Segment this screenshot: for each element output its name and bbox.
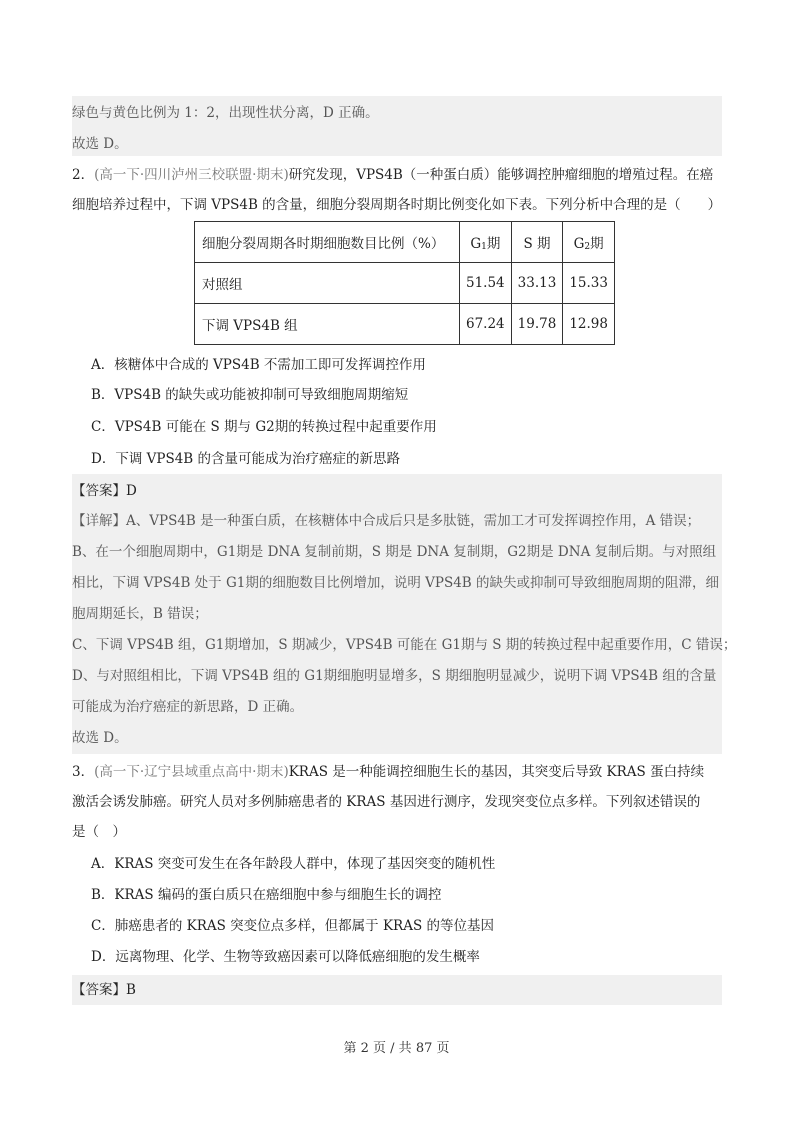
q3-option-a: A．KRAS 突变可发生在各年龄段人群中，体现了基因突变的随机性 [91,856,496,872]
analysis-line: 绿色与黄色比例为 1：2，出现性状分离，D 正确。 [72,105,379,121]
table-cell: 51.54 [460,263,512,304]
q2-stem-text: 研究发现，VPS4B（一种蛋白质）能够调控肿瘤细胞的增殖过程。在癌 [288,167,714,183]
table-header-cell: $G_2$期 [563,222,615,263]
q2-answer: 【答案】D [72,483,137,499]
table-header-row [195,222,615,263]
q2-analysis-line: 胞周期延长，B 错误； [72,606,208,622]
q2-analysis-line: 可能成为治疗癌症的新思路，D 正确。 [72,699,304,715]
cell-cycle-table [194,221,615,345]
q3-stem-text: KRAS 是一种能调控细胞生长的基因，其突变后导致 KRAS 蛋白持续 [288,764,705,780]
table-header-cell: S 期 [511,222,563,263]
q2-stem-line1 [72,165,722,185]
table-header-cell: $G_1$期 [460,222,512,263]
table-header-cell: 细胞分裂周期各时期细胞数目比例（%） [195,222,460,263]
q3-option-c: C．肺癌患者的 KRAS 突变位点多样，但都属于 KRAS 的等位基因 [91,918,494,934]
table-row [195,263,615,304]
q2-source: (高一下·四川泸州三校联盟·期末) [94,167,289,183]
q2-option-a: A．核糖体中合成的 VPS4B 不需加工即可发挥调控作用 [91,357,426,373]
q2-number: 2． [72,167,95,183]
table-cell: 19.78 [511,304,563,345]
q2-stem-line2: 细胞培养过程中，下调 VPS4B 的含量，细胞分裂周期各时期比例变化如下表。下列分析中合理的是（ ） [72,197,722,213]
q3-option-b: B．KRAS 编码的蛋白质只在癌细胞中参与细胞生长的调控 [91,887,442,903]
q2-analysis-line: 【详解】A、VPS4B 是一种蛋白质，在核糖体中合成后只是多肽链，需加工才可发挥调控作用，A 错误； [72,513,701,529]
table-cell: 12.98 [563,304,615,345]
page-footer: 第 2 页 / 共 87 页 [343,1041,450,1056]
q3-number: 3． [72,764,95,780]
conclusion-line: 故选 D。 [72,136,128,152]
table-cell: 对照组 [195,263,460,304]
table-cell: 67.24 [460,304,512,345]
q2-analysis-line: C、下调 VPS4B 组，G1期增加，S 期减少，VPS4B 可能在 G1期与 S 期的转换过程中起重要作用，C 错误； [72,637,737,653]
q2-option-d: D．下调 VPS4B 的含量可能成为治疗癌症的新思路 [91,451,400,467]
q2-option-b: B．VPS4B 的缺失或功能被抑制可导致细胞周期缩短 [91,387,409,403]
q2-analysis-line: 相比，下调 VPS4B 处于 G1期的细胞数目比例增加，说明 VPS4B 的缺失或抑制可导致细胞周期的阻滞，细 [72,575,720,591]
table-cell: 15.33 [563,263,615,304]
q2-analysis-line: D、与对照组相比，下调 VPS4B 组的 G1期细胞明显增多，S 期细胞明显减少，说明下调 VPS4B 组的含量 [72,668,717,684]
q3-stem-line1 [72,762,722,782]
q3-source: (高一下·辽宁县域重点高中·期末) [94,764,289,780]
q3-stem-line3: 是（ ） [72,824,126,840]
q2-option-c: C．VPS4B 可能在 S 期与 G2期的转换过程中起重要作用 [91,419,437,435]
q3-answer: 【答案】B [72,982,136,998]
table-cell: 下调 VPS4B 组 [195,304,460,345]
table-row [195,304,615,345]
table-cell: 33.13 [511,263,563,304]
q3-option-d: D．远离物理、化学、生物等致癌因素可以降低癌细胞的发生概率 [91,949,480,965]
q2-analysis-line: B、在一个细胞周期中，G1期是 DNA 复制前期，S 期是 DNA 复制期，G2期是 DNA 复制后期。与对照组 [72,544,717,560]
q3-stem-line2: 激活会诱发肺癌。研究人员对多例肺癌患者的 KRAS 基因进行测序，发现突变位点多样。下列叙述错误的 [72,794,701,810]
q2-analysis-line: 故选 D。 [72,730,128,746]
